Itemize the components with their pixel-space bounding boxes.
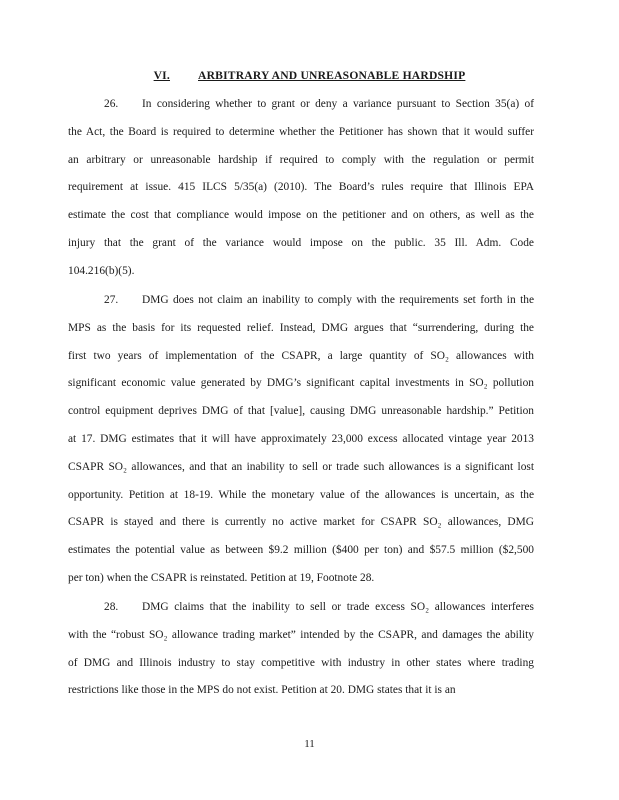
paragraph-line (68, 96, 534, 124)
paragraph-line-text: control equipment deprives DMG of that [value], causing DMG unreasonable hardship.” Petition (68, 405, 534, 418)
paragraph-line-text: 104.216(b)(5). (68, 264, 135, 277)
paragraph-line-text: requirement at issue. 415 ILCS 5/35(a) (2010). The Board’s rules require that Illinois EPA (68, 181, 534, 194)
paragraph-28 (68, 599, 534, 710)
paragraph-27 (68, 292, 534, 598)
paragraph-line (68, 599, 534, 627)
page-number: 11 (304, 738, 315, 750)
paragraph-line (68, 431, 534, 459)
paragraph-line (68, 348, 534, 376)
paragraph-line-text: an arbitrary or unreasonable hardship if required to comply with the regulation or permit (68, 153, 534, 166)
paragraph-line (68, 459, 534, 487)
paragraph-line-text: the Act, the Board is required to determine whether the Petitioner has shown that it would suffer (68, 125, 534, 138)
paragraph-line-text: DMG claims that the inability to sell or trade excess SO₂ allowances interferes (142, 601, 534, 613)
paragraph-line (68, 152, 534, 180)
section-number: VI. (153, 69, 170, 82)
paragraph-line (68, 235, 534, 263)
paragraph-line (68, 292, 534, 320)
paragraph-line-text: with the “robust SO₂ allowance trading market” intended by the CSAPR, and damages the ability (68, 628, 534, 641)
paragraph-line (68, 179, 534, 207)
paragraph-line-text: In considering whether to grant or deny a variance pursuant to Section 35(a) of (142, 98, 534, 110)
paragraph-line (68, 263, 534, 291)
paragraph-line (68, 570, 534, 598)
paragraph-line-text: injury that the grant of the variance would impose on the public. 35 Ill. Adm. Code (68, 236, 534, 249)
paragraph-line (68, 403, 534, 431)
paragraph-number: 28. (104, 601, 119, 613)
paragraph-line (68, 487, 534, 515)
paragraph-line (68, 655, 534, 683)
paragraph-line-text: estimate the cost that compliance would impose on the petitioner and on others, as well as the (68, 209, 534, 222)
paragraph-line-text: DMG does not claim an inability to comply with the requirements set forth in the (142, 294, 534, 306)
paragraph-26 (68, 96, 534, 291)
section-heading (0, 69, 619, 82)
paragraph-line-text: significant economic value generated by DMG’s significant capital investments in SO₂ pollution (68, 377, 534, 390)
paragraph-line-text: CSAPR is stayed and there is currently no active market for CSAPR SO₂ allowances, DMG (68, 516, 534, 529)
paragraph-line (68, 124, 534, 152)
paragraph-line-text: CSAPR SO₂ allowances, and that an inability to sell or trade such allowances is a significant lost (68, 460, 534, 473)
section-title: ARBITRARY AND UNREASONABLE HARDSHIP (198, 69, 466, 82)
paragraph-line-text: at 17. DMG estimates that it will have approximately 23,000 excess allocated vintage year 2013 (68, 432, 534, 445)
paragraph-line (68, 375, 534, 403)
paragraph-line (68, 207, 534, 235)
paragraph-line-text: restrictions like those in the MPS do not exist. Petition at 20. DMG states that it is an (68, 684, 456, 697)
paragraph-number: 26. (104, 98, 119, 110)
paragraph-number: 27. (104, 294, 119, 306)
paragraph-line (68, 682, 534, 710)
paragraph-line (68, 542, 534, 570)
paragraph-line (68, 627, 534, 655)
paragraph-line-text: per ton) when the CSAPR is reinstated. Petition at 19, Footnote 28. (68, 571, 375, 584)
paragraph-line-text: first two years of implementation of the CSAPR, a large quantity of SO₂ allowances with (68, 349, 534, 362)
paragraph-line-text: estimates the potential value as between $9.2 million ($400 per ton) and $57.5 million ($2,500 (68, 544, 534, 557)
paragraph-line (68, 514, 534, 542)
paragraph-line (68, 320, 534, 348)
paragraph-line-text: opportunity. Petition at 18-19. While the monetary value of the allowances is uncertain, as the (68, 488, 534, 501)
paragraph-line-text: MPS as the basis for its requested relief. Instead, DMG argues that “surrendering, during the (68, 321, 534, 334)
paragraph-line-text: of DMG and Illinois industry to stay competitive with industry in other states where trading (68, 656, 534, 669)
